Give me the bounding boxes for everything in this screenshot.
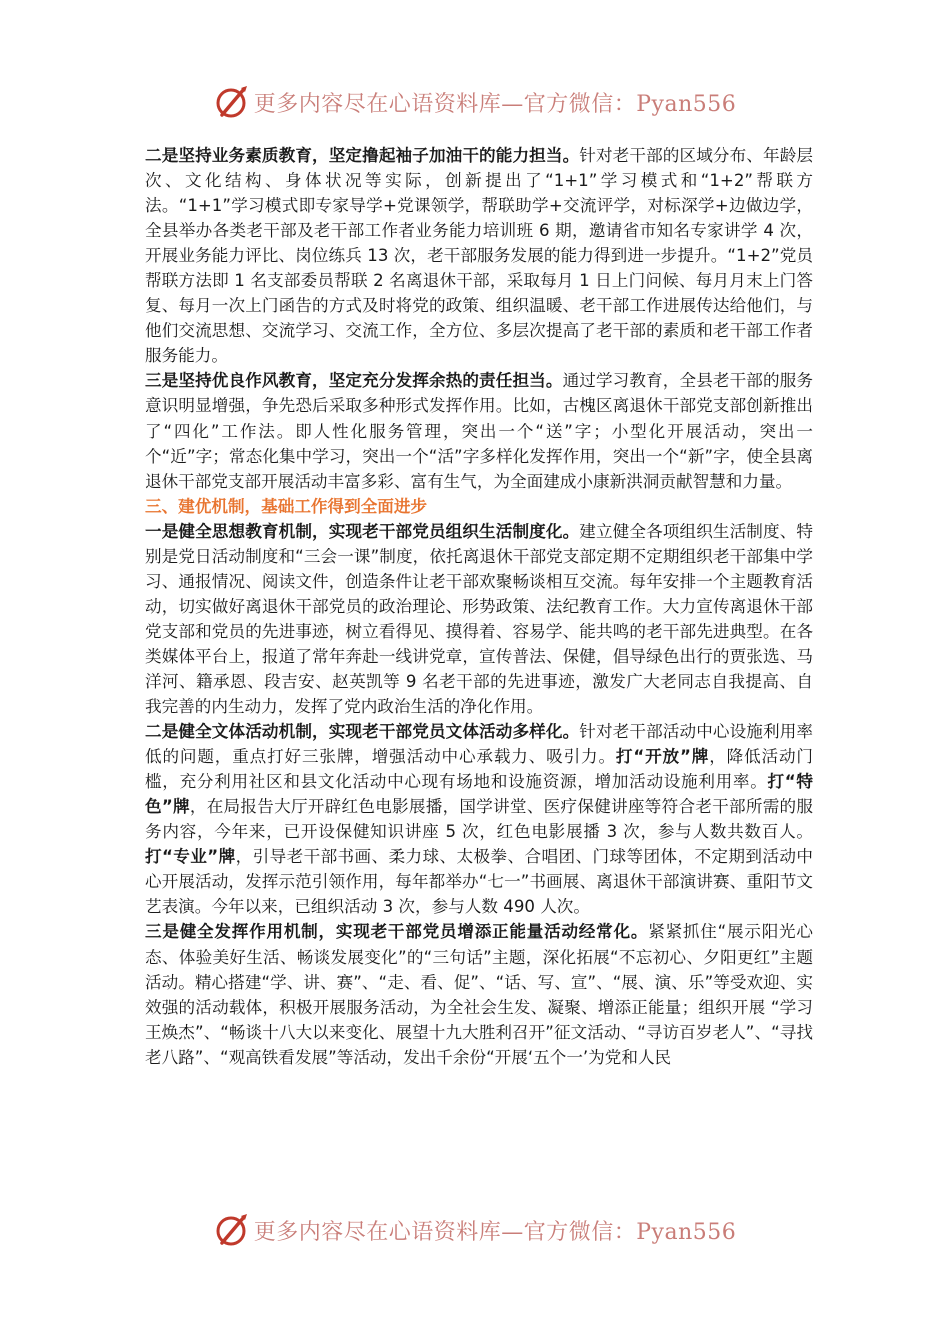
paragraph-lead: 三是坚持优良作风教育，坚定充分发挥余热的责任担当。 bbox=[145, 371, 563, 391]
header-banner bbox=[0, 82, 950, 122]
bold-phrase: 打“开放”牌 bbox=[615, 747, 710, 767]
section-heading-text: 三、建优机制，基础工作得到全面进步 bbox=[145, 496, 428, 516]
paragraph-text: 建立健全各项组织生活制度、特别是党日活动制度和“三会一课”制度，依托离退休干部党支部定期不定期组织老干部集中学习、通报情况、阅读文件，创造条件让老干部欢聚畅谈相互交流。每年安排一个主题教育活动，切实做好离退休干部党员的政治理论、形势政策、法纪教育工作。大力宣传离退休干部党支部和党员的先进事迹，树立看得见、摸得着、容易学、能共鸣的老干部先进典型。在各类媒体平台上，报道了常年奔赴一线讲党章，宣传普法、保健，倡导绿色出行的贾张选、马洋河、籍承恩、段吉安、赵英凯等 9 名老干部的先进事迹，激发广大老同志自我提高、自我完善的内生动力，发挥了党内政治生活的净化作用。 bbox=[145, 521, 814, 717]
paragraph-text: ，降低活动门槛，充分利用社区和县文化活动中心现有场地和设施资源，增加活动设施利用率。 bbox=[145, 747, 814, 792]
paragraph-lead: 二是健全文体活动机制，实现老干部党员文体活动多样化。 bbox=[145, 722, 580, 742]
paragraph bbox=[145, 143, 813, 368]
paragraph-lead: 一是健全思想教育机制，实现老干部党员组织生活制度化。 bbox=[145, 521, 580, 541]
pen-circle-logo-icon bbox=[214, 84, 250, 120]
document-body bbox=[145, 143, 813, 1070]
paragraph-text: 通过学习教育，全县老干部的服务意识明显增强，争先恐后采取多种形式发挥作用。比如，古槐区离退休干部党支部创新推出了“四化”工作法。即人性化服务管理，突出一个“送”字；小型化开展活动，突出一个“近”字；常态化集中学习，突出一个“活”字多样化发挥作用，突出一个“新”字，使全县离退休干部党支部开展活动丰富多彩、富有生气，为全面建成小康新洪洞贡献智慧和力量。 bbox=[145, 371, 814, 491]
paragraph-lead: 三是健全发挥作用机制，实现老干部党员增添正能量活动经常化。 bbox=[145, 922, 649, 942]
paragraph bbox=[145, 519, 813, 719]
banner-text: 更多内容尽在心语资料库—官方微信：Pyan556 bbox=[253, 91, 737, 117]
paragraph-text: 针对老干部的区域分布、年龄层次、文化结构、身体状况等实际，创新提出了“1+1”学习模式和“1+2”帮联方法。“1+1”学习模式即专家导学+党课领学，帮联助学+交流评学，对标深学+边做边学，全县举办各类老干部及老干部工作者业务能力培训班 6 期，邀请省市知名专家讲学 4 次，开展业务能力评比、岗位练兵 13 次，老干部服务发展的能力得到进一步提升。“1+2”党员帮联方法即 1 名支部委员帮联 2 名离退休干部，采取每月 1 日上门问候、每月月末上门答复、每月一次上门函告的方式及时将党的政策、组织温暖、老干部工作进展传达给他们，与他们交流思想、交流学习、交流工作，全方位、多层次提高了老干部的素质和老干部工作者服务能力。 bbox=[145, 146, 814, 366]
paragraph-text: 紧紧抓住“展示阳光心态、体验美好生活、畅谈发展变化”的“三句话”主题，深化拓展“不忘初心、夕阳更红”主题活动。精心搭建“学、讲、赛”、“走、看、促”、“话、写、宣”、“展、演、乐”等受欢迎、实效强的活动载体，积极开展服务活动，为全社会生发、凝聚、增添正能量；组织开展 “学习王焕杰”、“畅谈十八大以来变化、展望十九大胜利召开”征文活动、“寻访百岁老人”、“寻找老八路”、“观高铁看发展”等活动，发出千余份“开展‘五个一’为党和人民 bbox=[145, 922, 813, 1067]
paragraph bbox=[145, 919, 813, 1069]
paragraph-lead: 二是坚持业务素质教育，坚定撸起袖子加油干的能力担当。 bbox=[145, 146, 580, 165]
banner-text: 更多内容尽在心语资料库—官方微信：Pyan556 bbox=[253, 1219, 737, 1245]
paragraph-text: ，引导老干部书画、柔力球、太极拳、合唱团、门球等团体，不定期到活动中心开展活动，发挥示范引领作用，每年都举办“七一”书画展、离退休干部演讲赛、重阳节文艺表演。今年以来，已组织活动 3 次，参与人数 490 人次。 bbox=[145, 847, 814, 917]
footer-banner bbox=[0, 1210, 950, 1250]
paragraph bbox=[145, 719, 813, 919]
pen-circle-logo-icon bbox=[214, 1212, 250, 1248]
bold-phrase: 打“专业”牌 bbox=[145, 847, 236, 867]
bold-phrase: 打“特色”牌 bbox=[145, 772, 814, 817]
paragraph-text: 针对老干部活动中心设施利用率低的问题，重点打好三张牌，增强活动中心承载力、吸引力。 bbox=[145, 722, 814, 767]
paragraph bbox=[145, 368, 813, 493]
section-heading bbox=[145, 494, 813, 519]
paragraph-text: ，在局报告大厅开辟红色电影展播，国学讲堂、医疗保健讲座等符合老干部所需的服务内容，今年来，已开设保健知识讲座 5 次，红色电影展播 3 次，参与人数共数百人。 bbox=[145, 797, 813, 842]
